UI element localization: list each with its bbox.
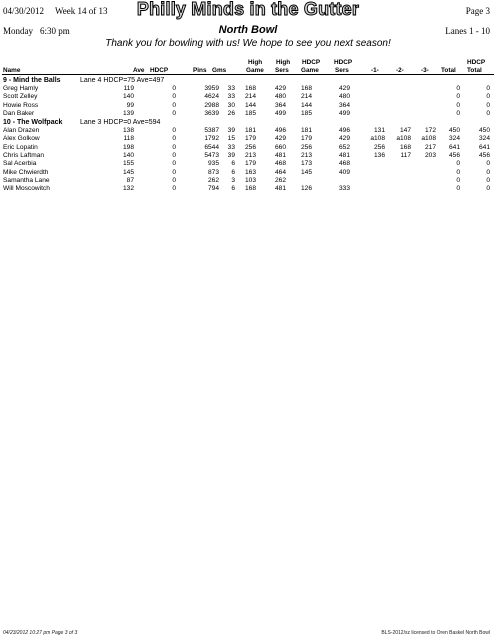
bowler-average: 198 xyxy=(122,143,134,151)
lanes-range: Lanes 1 - 10 xyxy=(445,26,490,36)
bowler-game-3: 172 xyxy=(424,127,436,135)
bowler-game-3: a108 xyxy=(421,135,436,143)
bowler-game-1: 136 xyxy=(373,152,385,160)
bowler-high-series: 429 xyxy=(274,85,286,92)
col-hdcp-game-bottom: Game xyxy=(301,67,319,74)
bowler-hdcp-game: 145 xyxy=(300,168,312,176)
bowler-total: 641 xyxy=(448,143,460,151)
bowler-pins: 4624 xyxy=(204,93,219,101)
col-hdcp: HDCP xyxy=(150,67,169,74)
bowler-name: Mike Chwierdth xyxy=(3,168,49,176)
bowler-high-series: 429 xyxy=(274,135,286,143)
bowler-handicap: 0 xyxy=(172,101,176,109)
bowler-hdcp-game: 179 xyxy=(300,135,312,143)
bowler-average: 87 xyxy=(126,176,134,184)
bowler-hdcp-total: 641 xyxy=(478,143,490,151)
bowler-hdcp-series: 468 xyxy=(338,160,350,168)
team-name: 9 - Mind the Balls xyxy=(3,77,61,84)
bowler-hdcp-series: 429 xyxy=(338,85,350,92)
bowler-handicap: 0 xyxy=(172,93,176,101)
bowler-hdcp-total: 0 xyxy=(486,176,490,184)
bowler-high-game: 181 xyxy=(244,127,256,135)
bowler-high-game: 185 xyxy=(244,109,256,117)
bowler-hdcp-game: 126 xyxy=(300,185,312,193)
bowler-name: Sal Acerbia xyxy=(3,160,37,168)
bowler-total: 0 xyxy=(456,168,460,176)
bowler-pins: 873 xyxy=(207,168,219,176)
bowler-pins: 5387 xyxy=(204,127,219,135)
bowler-hdcp-game: 213 xyxy=(300,152,312,160)
bowler-high-series: 262 xyxy=(274,176,286,184)
bowler-high-series: 496 xyxy=(274,127,286,135)
bowler-game-3: 203 xyxy=(424,152,436,160)
bowler-high-game: 214 xyxy=(244,93,256,101)
bowler-pins: 794 xyxy=(207,185,219,193)
bowler-row xyxy=(0,152,496,160)
bowler-high-game: 103 xyxy=(244,176,256,184)
bowler-name: Eric Lopatin xyxy=(3,143,38,151)
bowler-hdcp-total: 450 xyxy=(478,127,490,135)
bowler-high-series: 481 xyxy=(274,152,286,160)
bowling-center-name: North Bowl xyxy=(218,24,278,36)
bowler-row xyxy=(0,127,496,135)
bowler-high-series: 480 xyxy=(274,93,286,101)
bowler-high-series: 660 xyxy=(274,143,286,151)
bowler-game-1: 256 xyxy=(373,143,385,151)
bowler-average: 99 xyxy=(126,101,134,109)
bowler-total: 0 xyxy=(456,109,460,117)
bowler-average: 140 xyxy=(122,93,134,101)
bowler-average: 118 xyxy=(123,135,134,143)
bowler-average: 119 xyxy=(123,85,134,92)
bowler-handicap: 0 xyxy=(172,168,176,176)
bowler-total: 0 xyxy=(456,160,460,168)
bowler-hdcp-total: 0 xyxy=(486,185,490,193)
bowler-total: 456 xyxy=(448,152,460,160)
bowler-game-2: a108 xyxy=(396,135,411,143)
bowler-high-game: 179 xyxy=(244,160,256,168)
bowler-handicap: 0 xyxy=(172,127,176,135)
bowler-hdcp-total: 0 xyxy=(486,109,490,117)
bowler-hdcp-series: 481 xyxy=(338,152,350,160)
bowler-name: Samantha Lane xyxy=(3,176,50,184)
bowler-name: Dan Baker xyxy=(3,109,35,117)
bowler-row xyxy=(0,93,496,101)
bowler-hdcp-total: 456 xyxy=(478,152,490,160)
bowler-pins: 2988 xyxy=(204,101,219,109)
bowler-row xyxy=(0,177,496,185)
bowler-name: Howie Ross xyxy=(3,101,39,109)
season-message: Thank you for bowling with us! We hope to see you next season! xyxy=(105,38,391,49)
col-game-3: -3- xyxy=(421,67,429,74)
bowler-hdcp-series: 429 xyxy=(338,135,350,143)
bowler-high-game: 168 xyxy=(244,85,256,92)
bowler-row xyxy=(0,102,496,110)
bowler-games: 6 xyxy=(231,168,235,176)
bowler-total: 450 xyxy=(448,127,460,135)
standings-table xyxy=(0,56,496,194)
bowler-pins: 262 xyxy=(207,176,219,184)
col-gms: Gms xyxy=(212,67,227,74)
bowler-name: Greg Hamly xyxy=(3,85,39,92)
bowler-high-series: 464 xyxy=(274,168,286,176)
bowler-games: 33 xyxy=(227,93,235,101)
col-total: Total xyxy=(441,67,456,74)
bowler-hdcp-total: 0 xyxy=(486,93,490,101)
bowler-hdcp-series: 496 xyxy=(338,127,350,135)
bowler-hdcp-series: 364 xyxy=(338,101,350,109)
bowler-name: Will Moscowitch xyxy=(3,185,50,193)
bowler-handicap: 0 xyxy=(172,85,176,92)
bowler-total: 0 xyxy=(456,176,460,184)
bowler-hdcp-game: 185 xyxy=(300,109,312,117)
bowler-games: 6 xyxy=(231,185,235,193)
col-high-game-top: High xyxy=(248,59,263,66)
bowler-handicap: 0 xyxy=(172,152,176,160)
bowler-total: 0 xyxy=(456,101,460,109)
bowler-hdcp-total: 0 xyxy=(486,160,490,168)
team-header-row xyxy=(0,118,496,127)
bowler-games: 33 xyxy=(227,143,235,151)
bowler-average: 145 xyxy=(122,168,134,176)
col-high-sers-bottom: Sers xyxy=(275,67,289,74)
team-meta: Lane 3 HDCP=0 Ave=594 xyxy=(80,119,161,127)
bowler-hdcp-series: 652 xyxy=(338,143,350,151)
bowler-name: Alan Drazen xyxy=(3,127,40,135)
bowler-games: 6 xyxy=(231,160,235,168)
team-header-row xyxy=(0,76,496,85)
bowler-high-series: 481 xyxy=(274,185,286,193)
bowler-high-game: 213 xyxy=(244,152,256,160)
page-number: Page 3 xyxy=(465,6,490,16)
bowler-high-series: 499 xyxy=(274,109,286,117)
team-9-bowlers xyxy=(0,85,496,118)
league-time: 6:30 pm xyxy=(40,26,70,36)
bowler-total: 324 xyxy=(448,135,460,143)
bowler-total: 0 xyxy=(456,85,460,92)
bowler-pins: 5473 xyxy=(204,152,219,160)
bowler-hdcp-series: 409 xyxy=(338,168,350,176)
bowler-hdcp-total: 0 xyxy=(486,85,490,92)
bowler-high-game: 144 xyxy=(244,101,256,109)
bowler-average: 132 xyxy=(122,185,134,193)
bowler-pins: 3639 xyxy=(204,109,219,117)
week-indicator: Week 14 of 13 xyxy=(55,6,108,16)
bowler-average: 139 xyxy=(122,109,134,117)
bowler-total: 0 xyxy=(456,93,460,101)
bowler-row xyxy=(0,185,496,193)
bowler-average: 140 xyxy=(122,152,134,160)
bowler-games: 39 xyxy=(227,152,235,160)
bowler-game-2: 117 xyxy=(400,152,411,160)
bowler-high-game: 168 xyxy=(244,185,256,193)
bowler-handicap: 0 xyxy=(172,160,176,168)
col-game-1: -1- xyxy=(371,67,379,74)
bowler-hdcp-series: 333 xyxy=(338,185,350,193)
bowler-game-1: a108 xyxy=(370,135,385,143)
bowler-row xyxy=(0,160,496,168)
bowler-hdcp-game: 168 xyxy=(300,85,312,92)
bowler-pins: 3959 xyxy=(204,85,219,92)
bowler-handicap: 0 xyxy=(172,185,176,193)
bowler-games: 39 xyxy=(227,127,235,135)
bowler-hdcp-total: 0 xyxy=(486,168,490,176)
bowler-game-2: 168 xyxy=(399,143,411,151)
bowler-hdcp-game: 173 xyxy=(300,160,312,168)
bowler-row xyxy=(0,135,496,143)
bowler-high-game: 256 xyxy=(244,143,256,151)
col-hdcp-sers-top: HDCP xyxy=(334,59,353,66)
bowler-total: 0 xyxy=(456,185,460,193)
column-header-row xyxy=(0,56,496,76)
league-day: Monday xyxy=(3,26,33,36)
col-hdcp-sers-bottom: Sers xyxy=(335,67,349,74)
bowler-games: 26 xyxy=(227,109,235,117)
bowler-high-game: 179 xyxy=(244,135,256,143)
bowler-hdcp-total: 0 xyxy=(486,101,490,109)
bowler-games: 15 xyxy=(227,135,235,143)
bowler-name: Chris Laftman xyxy=(3,152,45,160)
bowler-row xyxy=(0,85,496,93)
bowler-average: 138 xyxy=(122,127,134,135)
team-10-bowlers xyxy=(0,127,496,193)
bowler-game-1: 131 xyxy=(373,127,385,135)
bowler-hdcp-game: 214 xyxy=(300,93,312,101)
bowler-row xyxy=(0,169,496,177)
team-name: 10 - The Wolfpack xyxy=(3,119,63,127)
col-hdcp-total-bottom: Total xyxy=(467,67,482,74)
bowler-games: 3 xyxy=(231,176,235,184)
team-meta: Lane 4 HDCP=75 Ave=497 xyxy=(80,77,165,84)
bowler-pins: 935 xyxy=(207,160,219,168)
bowler-handicap: 0 xyxy=(172,176,176,184)
bowler-game-3: 217 xyxy=(424,143,436,151)
bowler-name: Scott Zelley xyxy=(3,93,38,101)
col-hdcp-game-top: HDCP xyxy=(302,59,321,66)
bowler-average: 155 xyxy=(122,160,134,168)
report-date: 04/30/2012 xyxy=(3,6,45,16)
bowler-games: 30 xyxy=(227,101,235,109)
bowler-hdcp-series: 499 xyxy=(338,109,350,117)
header-divider xyxy=(2,74,494,75)
league-title-banner: Philly Minds in the Gutter xyxy=(136,0,360,19)
bowler-handicap: 0 xyxy=(172,143,176,151)
col-ave: Ave xyxy=(133,67,145,74)
col-pins: Pins xyxy=(193,67,207,74)
bowler-high-series: 364 xyxy=(274,101,286,109)
bowler-row xyxy=(0,110,496,118)
col-name: Name xyxy=(3,67,21,74)
bowler-handicap: 0 xyxy=(172,109,176,117)
bowler-game-2: 147 xyxy=(399,127,411,135)
bowler-high-series: 468 xyxy=(274,160,286,168)
bowler-hdcp-game: 144 xyxy=(300,101,312,109)
bowler-high-game: 163 xyxy=(244,168,256,176)
license-text: BLS-2012/sz licensed to Oren Baskel North Bowl xyxy=(381,630,490,636)
print-timestamp: 04/23/2012 10:27 pm Page 3 of 3 xyxy=(3,630,78,636)
bowler-hdcp-total: 324 xyxy=(478,135,490,143)
col-hdcp-total-top: HDCP xyxy=(467,59,486,66)
col-game-2: -2- xyxy=(396,67,404,74)
bowler-row xyxy=(0,144,496,152)
bowler-games: 33 xyxy=(227,85,235,92)
bowler-hdcp-game: 256 xyxy=(300,143,312,151)
bowler-pins: 1792 xyxy=(204,135,219,143)
bowler-handicap: 0 xyxy=(172,135,176,143)
col-high-game-bottom: Game xyxy=(246,67,264,74)
bowler-hdcp-game: 181 xyxy=(300,127,312,135)
bowler-pins: 6544 xyxy=(204,143,219,151)
bowler-hdcp-series: 480 xyxy=(338,93,350,101)
bowler-name: Alex Golkow xyxy=(3,135,40,143)
col-high-sers-top: High xyxy=(276,59,291,66)
